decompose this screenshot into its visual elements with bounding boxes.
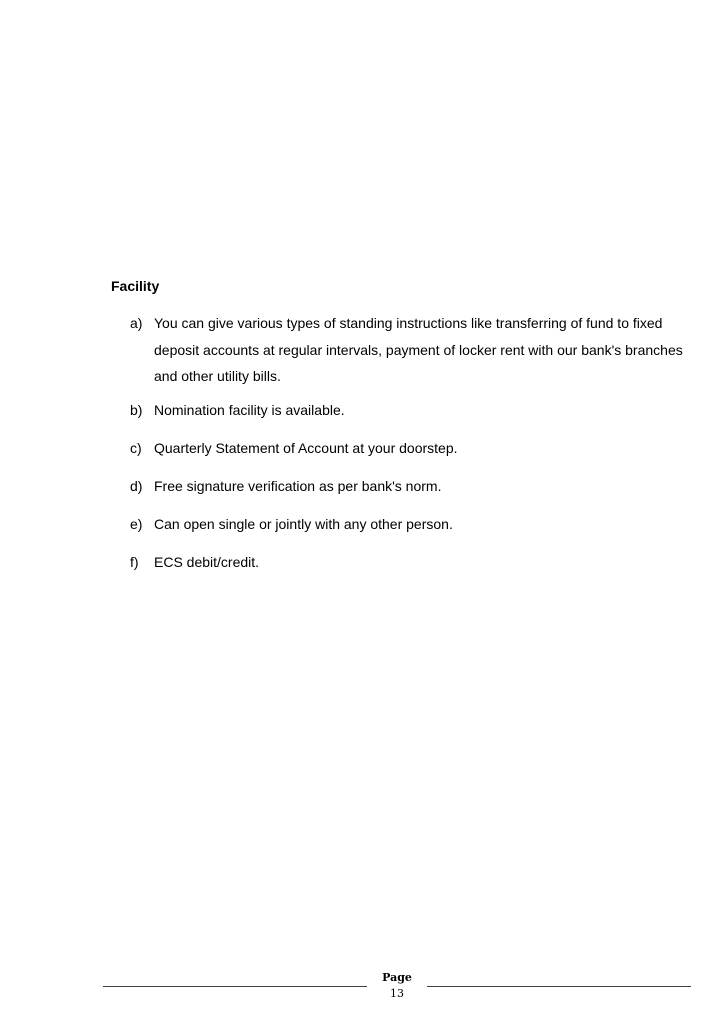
footer-page: [372, 970, 422, 1002]
footer-page-label: Page: [382, 971, 412, 984]
list-item: [130, 397, 694, 424]
list-item-marker: c): [130, 440, 142, 456]
list-item-marker: f): [130, 554, 139, 570]
list-item-marker: d): [130, 478, 143, 494]
footer-rule-right: [427, 986, 691, 987]
list-item-marker: a): [130, 315, 143, 331]
list-item: [130, 310, 694, 390]
list-item-text: You can give various types of standing instructions like transferring of fund to fixed deposit accounts at regular intervals, payment of locker rent with our bank's branches and other utility bills.: [154, 315, 683, 384]
footer-rule-left: [103, 986, 367, 987]
list-item-marker: b): [130, 402, 143, 418]
list-item: [130, 435, 694, 462]
list-item: [130, 549, 694, 576]
section-heading: Facility: [111, 278, 160, 294]
list-item-text: ECS debit/credit.: [154, 554, 260, 570]
list-item-text: Quarterly Statement of Account at your doorstep.: [154, 440, 458, 456]
list-item-text: Can open single or jointly with any other person.: [154, 516, 453, 532]
list-item-text: Free signature verification as per bank's norm.: [154, 478, 442, 494]
list-item: [130, 511, 694, 538]
list-item-text: Nomination facility is available.: [154, 402, 345, 418]
list-item-marker: e): [130, 516, 143, 532]
list-item: [130, 473, 694, 500]
footer-page-number: 13: [390, 987, 404, 1000]
